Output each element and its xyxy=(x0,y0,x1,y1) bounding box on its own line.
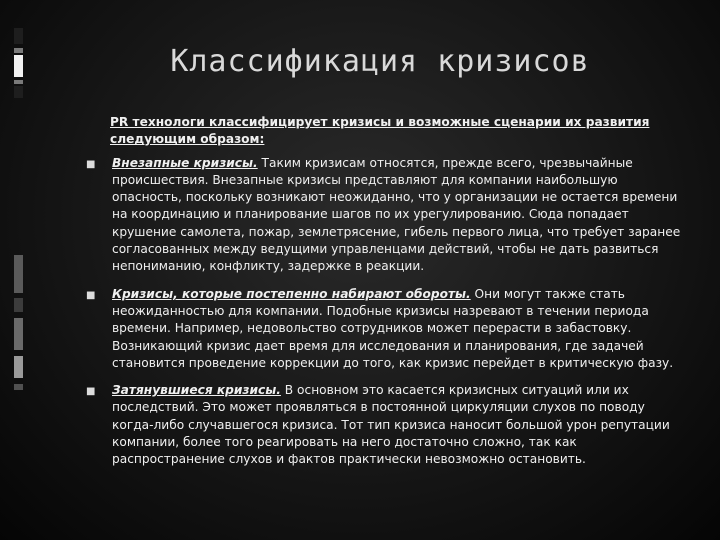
intro-text: PR технологи классифицирует кризисы и возможные сценарии их развития следующим образом: xyxy=(110,115,650,147)
deco-bar xyxy=(14,28,23,44)
square-bullet-icon: ■ xyxy=(86,289,96,301)
deco-bar xyxy=(14,356,23,378)
square-bullet-icon: ■ xyxy=(86,158,96,170)
intro-paragraph xyxy=(110,114,684,149)
list-item xyxy=(84,382,684,468)
deco-bar xyxy=(14,86,23,98)
list-item xyxy=(84,286,684,372)
item-text: В основном это касается кризисных ситуаций или их последствий. Это может проявляться в постоянной циркуляции слухов по поводу когда-либо случавшегося кризиса. Тот тип кризиса наносит большой урон репутации компании, более того реагировать на него достаточно сложно, так как распространение слухов и фактов практически невозможно остановить. xyxy=(112,383,670,467)
deco-bar xyxy=(14,255,23,293)
deco-bar xyxy=(14,55,23,77)
item-lead: Внезапные кризисы. xyxy=(112,155,258,170)
item-text: Они могут также стать неожиданностью для компании. Подобные кризисы назревают в течении периода времени. Например, недовольство сотрудников может перерасти в забастовку. Возникающий кризис дает время для исследования и планирования, где задачей становится проведение коррекции до того, как кризис перейдет в критическую фазу. xyxy=(112,286,674,370)
decorative-bars xyxy=(0,0,40,540)
deco-bar xyxy=(14,384,23,390)
slide-body xyxy=(84,114,684,479)
list-item xyxy=(84,155,684,276)
deco-bar xyxy=(14,318,23,350)
deco-bar xyxy=(14,80,23,84)
slide-title: Классификация кризисов xyxy=(170,44,590,79)
deco-bar xyxy=(14,48,23,53)
square-bullet-icon: ■ xyxy=(86,386,96,398)
item-text: Таким кризисам относятся, прежде всего, чрезвычайные происшествия. Внезапные кризисы представляют для компании наибольшую опасность, поскольку возникают неожиданно, что у организации не остается времени на координацию и планирование шагов по их урегулированию. Сюда попадает крушение самолета, пожар, землетрясение, гибель первого лица, что требует заранее согласованных между ведущими управленцами действий, чтобы не дать развиться непониманию, конфликту, задержке в реакции. xyxy=(112,155,681,274)
deco-bar xyxy=(14,298,23,312)
item-lead: Затянувшиеся кризисы. xyxy=(112,383,281,398)
item-lead: Кризисы, которые постепенно набирают обороты. xyxy=(112,286,471,301)
